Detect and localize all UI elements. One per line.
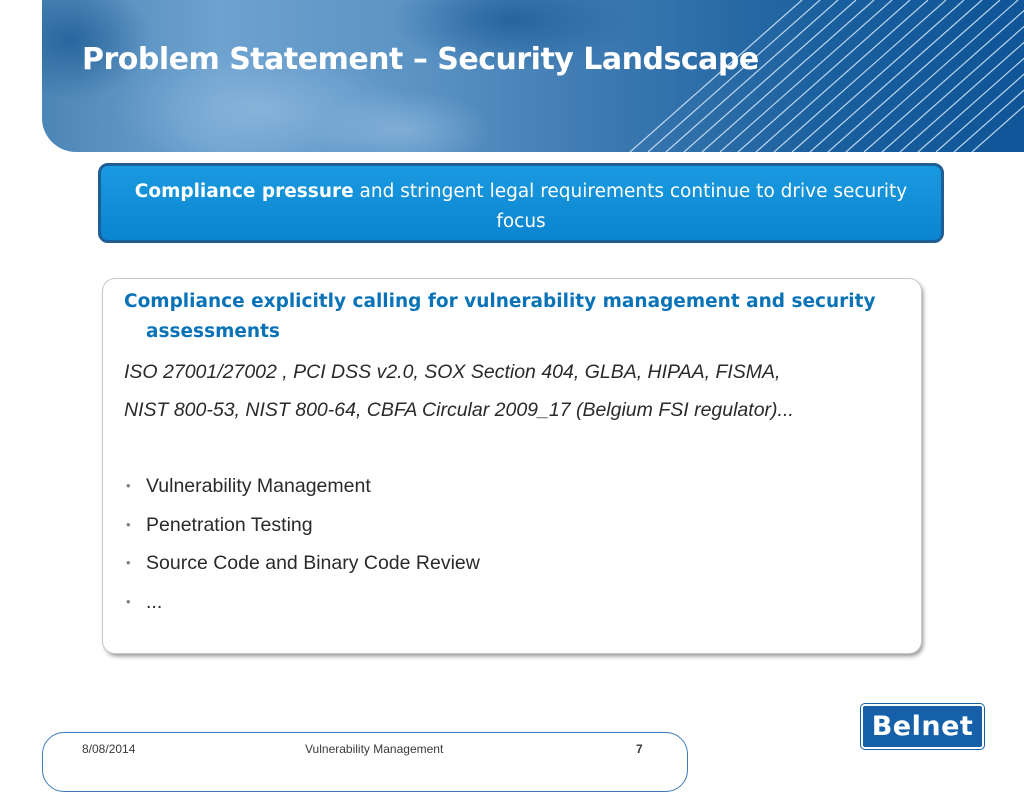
footer-date: 8/08/2014 — [82, 742, 136, 756]
bullet-list — [124, 467, 901, 621]
footer-title: Vulnerability Management — [305, 742, 444, 756]
list-item — [124, 467, 901, 506]
list-item — [124, 583, 901, 622]
bullet-icon: • — [126, 555, 131, 570]
footer-frame — [42, 732, 688, 792]
page-number: 7 — [636, 742, 643, 756]
callout-emphasis: Compliance pressure — [134, 181, 354, 202]
bullet-icon: • — [126, 593, 131, 609]
standards-line-2: NIST 800-53, NIST 800-64, CBFA Circular 2009_17 (Belgium FSI regulator)... — [124, 399, 794, 421]
content-box — [103, 279, 921, 653]
list-item-label: Penetration Testing — [146, 513, 313, 536]
standards-line-1: ISO 27001/27002 , PCI DSS v2.0, SOX Section 404, GLBA, HIPAA, FISMA, — [124, 361, 781, 383]
bullet-icon: • — [126, 478, 131, 493]
bullet-icon: • — [126, 516, 131, 532]
list-item — [124, 506, 901, 545]
callout-text: and stringent legal requirements continue to drive security focus — [353, 181, 908, 232]
slide-title: Problem Statement – Security Landscape — [82, 42, 759, 77]
callout-box — [98, 163, 944, 243]
list-item-label: Vulnerability Management — [146, 475, 371, 497]
content-heading: Compliance explicitly calling for vulnerability management and security assessments — [124, 291, 876, 342]
list-item — [124, 544, 901, 583]
list-item-label: ... — [146, 590, 163, 613]
belnet-logo: Belnet — [861, 704, 984, 749]
list-item-label: Source Code and Binary Code Review — [146, 552, 480, 574]
